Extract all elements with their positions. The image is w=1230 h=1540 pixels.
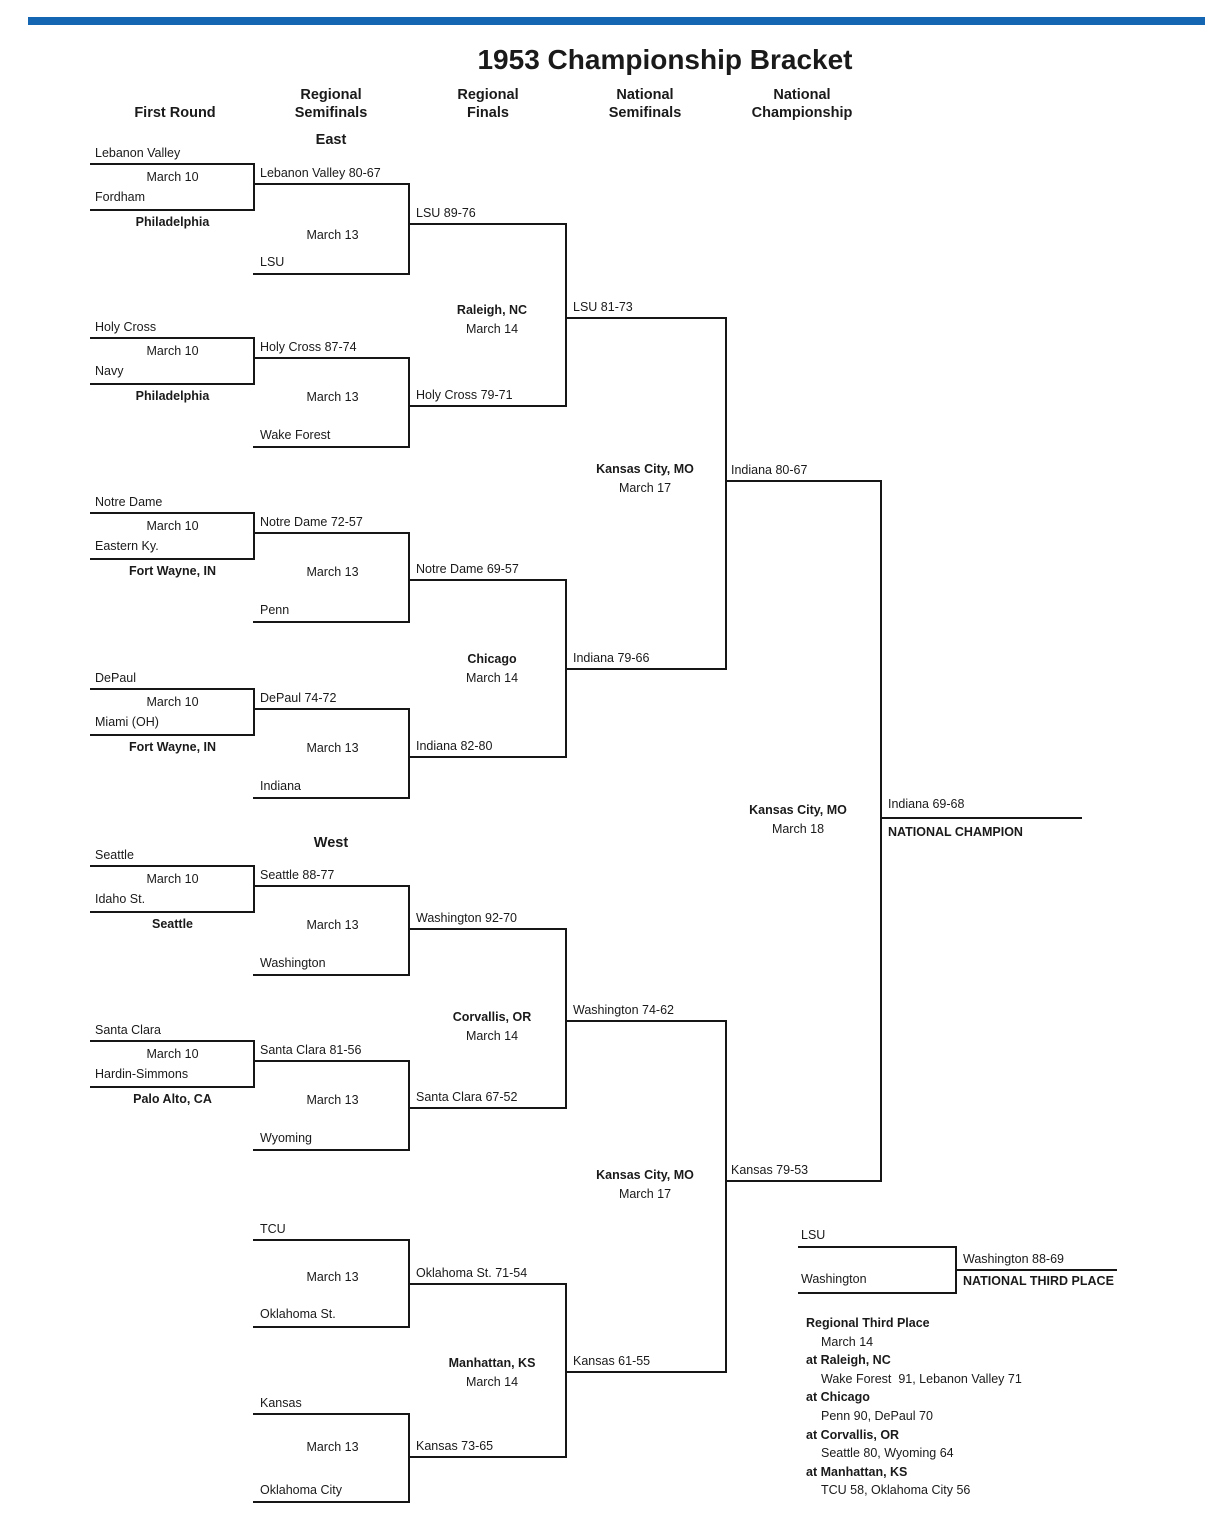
team-name: Washington bbox=[801, 1272, 867, 1286]
match-date: March 13 bbox=[306, 1093, 359, 1107]
connector-line bbox=[253, 621, 410, 623]
connector-line bbox=[408, 928, 567, 930]
connector-line bbox=[725, 317, 727, 670]
connector-line bbox=[253, 1060, 410, 1062]
match-winner: Kansas 61-55 bbox=[573, 1354, 651, 1368]
team-name: Santa Clara 81-56 bbox=[260, 1043, 362, 1057]
connector-line bbox=[253, 357, 410, 359]
match-site: Kansas City, MO bbox=[596, 462, 694, 476]
team-name: Miami (OH) bbox=[95, 715, 159, 729]
region-label-west: West bbox=[313, 835, 349, 851]
team-name: Penn bbox=[260, 603, 290, 617]
match-date: March 14 bbox=[465, 322, 519, 336]
connector-line bbox=[253, 1040, 255, 1088]
connector-line bbox=[253, 1501, 410, 1503]
match-date: March 13 bbox=[306, 1440, 359, 1454]
top-accent-bar bbox=[28, 17, 1205, 25]
match-date: March 17 bbox=[618, 1187, 672, 1201]
team-name: Oklahoma City bbox=[260, 1483, 342, 1497]
connector-line bbox=[253, 1239, 410, 1241]
round-header-first-round: First Round bbox=[134, 105, 216, 121]
connector-line bbox=[253, 974, 410, 976]
match-date: March 14 bbox=[465, 1029, 519, 1043]
regional-third-place-site: at Chicago bbox=[806, 1390, 870, 1405]
connector-line bbox=[408, 1107, 567, 1109]
team-name: Indiana bbox=[260, 779, 302, 793]
match-date: March 13 bbox=[306, 918, 359, 932]
team-name: Wyoming bbox=[260, 1131, 312, 1145]
match-date: March 13 bbox=[306, 390, 359, 404]
connector-line bbox=[408, 223, 567, 225]
match-date: March 10 bbox=[146, 872, 199, 886]
regional-third-place-result: Wake Forest 91, Lebanon Valley 71 bbox=[821, 1371, 1022, 1386]
round-header-national-semifinals: National Semifinals bbox=[608, 87, 682, 121]
match-winner: Notre Dame 69-57 bbox=[416, 562, 519, 576]
match-site: Fort Wayne, IN bbox=[128, 564, 217, 578]
match-site: Kansas City, MO bbox=[596, 1168, 694, 1182]
connector-line bbox=[90, 1086, 255, 1088]
match-date: March 17 bbox=[618, 481, 672, 495]
connector-line bbox=[798, 1246, 957, 1248]
connector-line bbox=[408, 708, 410, 799]
connector-line bbox=[253, 708, 410, 710]
match-site: Manhattan, KS bbox=[448, 1356, 536, 1370]
connector-line bbox=[798, 1292, 957, 1294]
connector-line bbox=[90, 337, 255, 339]
match-site: Chicago bbox=[467, 652, 517, 666]
connector-line bbox=[957, 1269, 1117, 1271]
match-date: March 10 bbox=[146, 1047, 199, 1061]
connector-line bbox=[408, 532, 410, 623]
connector-line bbox=[90, 209, 255, 211]
team-name: Idaho St. bbox=[95, 892, 146, 906]
connector-line bbox=[725, 1020, 727, 1373]
connector-line bbox=[90, 911, 255, 913]
connector-line bbox=[408, 885, 410, 976]
team-name: Eastern Ky. bbox=[95, 539, 159, 553]
regional-third-place-site: at Manhattan, KS bbox=[806, 1464, 908, 1479]
team-name: LSU bbox=[801, 1228, 826, 1242]
match-winner: LSU 89-76 bbox=[416, 206, 476, 220]
connector-line bbox=[253, 512, 255, 560]
team-name: Lebanon Valley 80-67 bbox=[260, 166, 381, 180]
connector-line bbox=[90, 1040, 255, 1042]
connector-line bbox=[565, 668, 727, 670]
connector-line bbox=[90, 163, 255, 165]
match-winner: Washington 74-62 bbox=[573, 1003, 674, 1017]
page-title: 1953 Championship Bracket bbox=[477, 44, 853, 75]
connector-line bbox=[408, 756, 567, 758]
match-winner: LSU 81-73 bbox=[573, 300, 633, 314]
match-site: Kansas City, MO bbox=[749, 803, 847, 817]
match-winner: Washington 88-69 bbox=[963, 1252, 1064, 1266]
match-winner: Oklahoma St. 71-54 bbox=[416, 1266, 528, 1280]
team-name: Holy Cross 87-74 bbox=[260, 340, 357, 354]
regional-third-place-site: at Corvallis, OR bbox=[806, 1427, 900, 1442]
team-name: Lebanon Valley bbox=[95, 146, 181, 160]
champion-score: Indiana 69-68 bbox=[888, 797, 965, 811]
match-site: Fort Wayne, IN bbox=[128, 740, 217, 754]
connector-line bbox=[725, 1180, 882, 1182]
connector-line bbox=[90, 558, 255, 560]
regional-third-place-result: Seattle 80, Wyoming 64 bbox=[821, 1446, 954, 1461]
connector-line bbox=[408, 1283, 567, 1285]
match-winner: Indiana 82-80 bbox=[416, 739, 493, 753]
connector-line bbox=[253, 797, 410, 799]
match-date: March 13 bbox=[306, 741, 359, 755]
third-place-label: NATIONAL THIRD PLACE bbox=[963, 1274, 1114, 1288]
connector-line bbox=[253, 183, 410, 185]
connector-line bbox=[408, 405, 567, 407]
match-winner: Indiana 80-67 bbox=[731, 463, 808, 477]
match-winner: Kansas 79-53 bbox=[731, 1163, 809, 1177]
team-name: Santa Clara bbox=[95, 1023, 162, 1037]
match-site: Corvallis, OR bbox=[452, 1010, 532, 1024]
round-header-national-championship: National Championship bbox=[751, 87, 853, 121]
connector-line bbox=[253, 532, 410, 534]
connector-line bbox=[408, 1456, 567, 1458]
connector-line bbox=[408, 1060, 410, 1151]
regional-third-place-list bbox=[806, 1314, 1186, 1500]
connector-line bbox=[253, 1149, 410, 1151]
team-name: Hardin-Simmons bbox=[95, 1067, 189, 1081]
match-site: Philadelphia bbox=[135, 389, 210, 403]
match-site: Seattle bbox=[152, 917, 193, 931]
match-date: March 10 bbox=[146, 170, 199, 184]
connector-line bbox=[253, 1413, 410, 1415]
team-name: Fordham bbox=[95, 190, 146, 204]
connector-line bbox=[253, 337, 255, 385]
team-name: Seattle 88-77 bbox=[260, 868, 335, 882]
connector-line bbox=[253, 273, 410, 275]
team-name: Notre Dame 72-57 bbox=[260, 515, 363, 529]
regional-third-place-result: TCU 58, Oklahoma City 56 bbox=[821, 1483, 971, 1498]
match-site: Philadelphia bbox=[135, 215, 210, 229]
match-date: March 14 bbox=[465, 671, 519, 685]
match-date: March 10 bbox=[146, 695, 199, 709]
connector-line bbox=[408, 1413, 410, 1503]
team-name: Wake Forest bbox=[260, 428, 331, 442]
match-site: Palo Alto, CA bbox=[133, 1092, 212, 1106]
connector-line bbox=[408, 579, 567, 581]
connector-line bbox=[90, 512, 255, 514]
connector-line bbox=[253, 688, 255, 736]
connector-line bbox=[253, 865, 255, 913]
team-name: Holy Cross bbox=[95, 320, 157, 334]
match-date: March 14 bbox=[465, 1375, 519, 1389]
connector-line bbox=[725, 480, 882, 482]
match-winner: Indiana 79-66 bbox=[573, 651, 650, 665]
match-date: March 10 bbox=[146, 344, 199, 358]
connector-line bbox=[565, 1020, 727, 1022]
connector-line bbox=[90, 688, 255, 690]
connector-line bbox=[408, 357, 410, 448]
team-name: DePaul bbox=[95, 671, 136, 685]
connector-line bbox=[90, 734, 255, 736]
connector-line bbox=[880, 480, 882, 1182]
connector-line bbox=[90, 865, 255, 867]
match-date: March 13 bbox=[306, 1270, 359, 1284]
match-site: Raleigh, NC bbox=[456, 303, 528, 317]
connector-line bbox=[565, 1371, 727, 1373]
team-name: Seattle bbox=[95, 848, 134, 862]
team-name: LSU bbox=[260, 255, 285, 269]
regional-third-place-title: Regional Third Place bbox=[806, 1316, 930, 1330]
team-name: Oklahoma St. bbox=[260, 1307, 336, 1321]
match-date: March 13 bbox=[306, 228, 359, 242]
connector-line bbox=[253, 1326, 410, 1328]
connector-line bbox=[253, 446, 410, 448]
match-winner: Holy Cross 79-71 bbox=[416, 388, 513, 402]
team-name: Kansas bbox=[260, 1396, 302, 1410]
connector-line bbox=[408, 183, 410, 275]
regional-third-place-date: March 14 bbox=[821, 1334, 874, 1349]
match-winner: Washington 92-70 bbox=[416, 911, 517, 925]
team-name: TCU bbox=[260, 1222, 286, 1236]
match-winner: Santa Clara 67-52 bbox=[416, 1090, 518, 1104]
round-header-regional-semifinals: Regional Semifinals bbox=[294, 87, 368, 121]
round-header-regional-finals: Regional Finals bbox=[457, 87, 519, 121]
connector-line bbox=[253, 885, 410, 887]
connector-line bbox=[90, 383, 255, 385]
match-winner: Kansas 73-65 bbox=[416, 1439, 494, 1453]
champion-label: NATIONAL CHAMPION bbox=[888, 825, 1023, 839]
connector-line bbox=[565, 317, 727, 319]
team-name: DePaul 74-72 bbox=[260, 691, 337, 705]
match-date: March 10 bbox=[146, 519, 199, 533]
regional-third-place-result: Penn 90, DePaul 70 bbox=[821, 1408, 933, 1423]
team-name: Navy bbox=[95, 364, 124, 378]
team-name: Washington bbox=[260, 956, 326, 970]
regional-third-place-site: at Raleigh, NC bbox=[806, 1353, 891, 1368]
match-date: March 18 bbox=[771, 822, 825, 836]
team-name: Notre Dame bbox=[95, 495, 163, 509]
region-label-east: East bbox=[315, 132, 347, 148]
connector-line bbox=[880, 817, 1082, 819]
connector-line bbox=[253, 163, 255, 211]
match-date: March 13 bbox=[306, 565, 359, 579]
